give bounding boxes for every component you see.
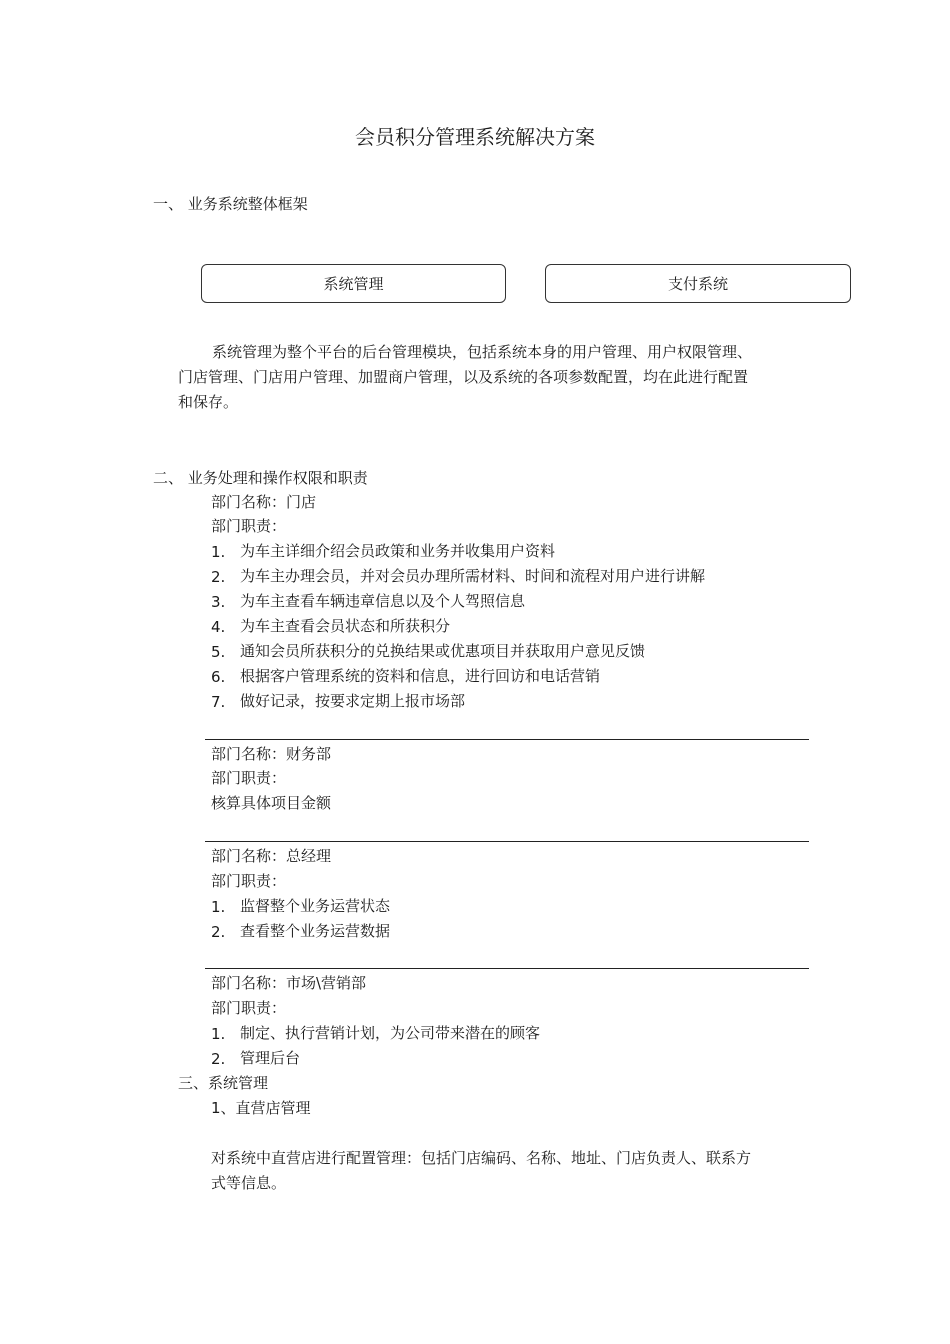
list-number: 6. xyxy=(211,668,226,686)
list-number: 1. xyxy=(211,543,226,561)
list-item: 做好记录，按要求定期上报市场部 xyxy=(240,692,466,710)
dept-name-finance: 部门名称：财务部 xyxy=(211,745,332,763)
dept-name-gm: 部门名称：总经理 xyxy=(211,847,332,865)
section-3-paragraph xyxy=(211,1146,751,1196)
list-item: 查看整个业务运营数据 xyxy=(240,922,391,940)
document-title: 会员积分管理系统解决方案 xyxy=(355,125,595,149)
box-label: 支付系统 xyxy=(667,275,728,293)
list-item: 为车主查看车辆违章信息以及个人驾照信息 xyxy=(240,592,526,610)
list-item: 为车主办理会员，并对会员办理所需材料、时间和流程对用户进行讲解 xyxy=(240,567,706,585)
divider xyxy=(205,739,809,740)
list-number: 1. xyxy=(211,898,226,916)
list-item: 监督整个业务运营状态 xyxy=(240,897,391,915)
list-item: 制定、执行营销计划，为公司带来潜在的顾客 xyxy=(240,1024,541,1042)
list-number: 4. xyxy=(211,618,226,636)
list-item: 为车主查看会员状态和所获积分 xyxy=(240,617,451,635)
dept-duty-label: 部门职责： xyxy=(211,872,287,890)
para-line: 和保存。 xyxy=(178,393,239,411)
list-item: 管理后台 xyxy=(240,1049,301,1067)
section-2-heading: 二、 业务处理和操作权限和职责 xyxy=(153,469,368,487)
list-number: 2. xyxy=(211,923,226,941)
dept-duty-label: 部门职责： xyxy=(211,517,287,535)
box-label: 系统管理 xyxy=(323,275,384,293)
dept-name-store: 部门名称：门店 xyxy=(211,493,317,511)
dept-name-marketing: 部门名称：市场\营销部 xyxy=(211,974,367,992)
list-number: 1. xyxy=(211,1025,226,1043)
para-line: 式等信息。 xyxy=(211,1174,287,1192)
dept-duty-label: 部门职责： xyxy=(211,769,287,787)
section-3-heading: 三、系统管理 xyxy=(178,1074,269,1092)
dept-duty-label: 部门职责： xyxy=(211,999,287,1017)
para-line: 对系统中直营店进行配置管理：包括门店编码、名称、地址、门店负责人、联系方 xyxy=(211,1149,752,1167)
list-number: 3. xyxy=(211,593,226,611)
subsection-heading: 1、直营店管理 xyxy=(211,1099,311,1117)
divider xyxy=(205,968,809,969)
para-line: 系统管理为整个平台的后台管理模块，包括系统本身的用户管理、用户权限管理、 xyxy=(212,343,753,361)
list-item: 根据客户管理系统的资料和信息，进行回访和电话营销 xyxy=(240,667,601,685)
section-1-heading: 一、 业务系统整体框架 xyxy=(153,195,308,213)
list-number: 2. xyxy=(211,1050,226,1068)
section-1-paragraph xyxy=(178,340,752,415)
para-line: 门店管理、门店用户管理、加盟商户管理，以及系统的各项参数配置，均在此进行配置 xyxy=(178,368,749,386)
list-item: 通知会员所获积分的兑换结果或优惠项目并获取用户意见反馈 xyxy=(240,642,646,660)
payment-system-box xyxy=(545,264,851,303)
list-number: 2. xyxy=(211,568,226,586)
list-number: 5. xyxy=(211,643,226,661)
list-number: 7. xyxy=(211,693,226,711)
list-item: 为车主详细介绍会员政策和业务并收集用户资料 xyxy=(240,542,556,560)
finance-duty-text: 核算具体项目金额 xyxy=(211,794,332,812)
system-management-box xyxy=(201,264,506,303)
divider xyxy=(205,841,809,842)
